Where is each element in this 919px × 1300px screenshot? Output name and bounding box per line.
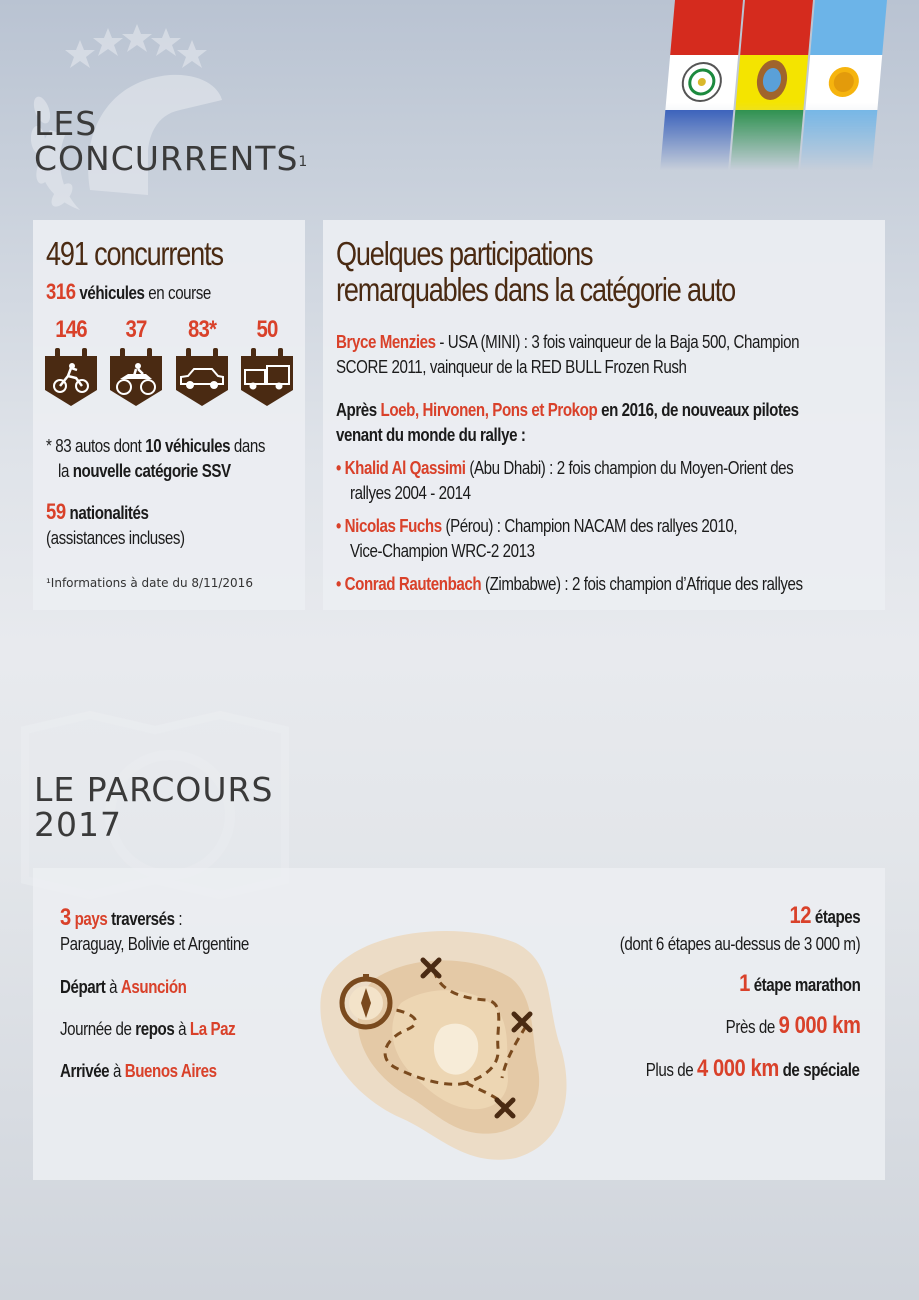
stages-label: étapes <box>810 907 860 927</box>
pilot-bullet: • <box>336 458 341 478</box>
special-suffix: de spéciale <box>779 1060 860 1080</box>
rest-a: à <box>174 1019 190 1039</box>
nationalities-line <box>46 500 148 525</box>
depart-city: Asunción <box>120 977 187 997</box>
menzies-line2: SCORE 2011, vainqueur de la RED BULL Frozen Rush <box>336 357 687 377</box>
section-title-concurrents <box>34 106 308 176</box>
arrival-city: Buenos Aires <box>124 1061 217 1081</box>
arrival-line <box>60 1059 217 1083</box>
rest-city: La Paz <box>189 1019 236 1039</box>
countries-line <box>60 906 182 931</box>
pilot-desc: (Pérou) : Champion NACAM des rallyes 2010, <box>441 516 738 536</box>
ssv-note-line1 <box>46 434 265 458</box>
countries-list: Paraguay, Bolivie et Argentine <box>60 934 249 954</box>
quad-icon <box>106 346 166 408</box>
marathon-label: étape marathon <box>749 975 860 995</box>
category-value-motorbike: 146 <box>55 316 87 343</box>
pilot-desc-line2: rallyes 2004 - 2014 <box>350 483 471 503</box>
pilot-item-rautenbach <box>336 572 803 596</box>
distance-line <box>725 1014 860 1039</box>
special-value: 4 000 km <box>697 1055 780 1082</box>
nationalities-count: 59 <box>46 499 66 524</box>
depart-a: à <box>105 977 121 997</box>
headline-concurrents: 491 concurrents <box>46 235 223 272</box>
countries-colon: : <box>174 909 183 929</box>
rest-line <box>60 1017 235 1041</box>
pilot-desc: (Zimbabwe) : 2 fois champion d’Afrique des rallyes <box>481 574 803 594</box>
pilot-item-fuchs <box>336 514 737 538</box>
title-line-1: LES <box>34 104 98 143</box>
panel-participations <box>323 220 885 610</box>
nationalities-note: (assistances incluses) <box>46 528 185 548</box>
flags-paraguay-bolivia-argentina <box>655 0 895 170</box>
headline-participations-line2: remarquables dans la catégorie auto <box>336 271 736 308</box>
depart-label: Départ <box>60 977 106 997</box>
pilot-name: Khalid Al Qassimi <box>344 458 466 478</box>
distance-value: 9 000 km <box>778 1012 860 1039</box>
intro-prefix: Après <box>336 400 381 420</box>
category-value-quad: 37 <box>125 316 147 343</box>
intro-line1 <box>336 398 799 422</box>
pilot-desc: (Abu Dhabi) : 2 fois champion du Moyen-Orient des <box>465 458 794 478</box>
countries-bold: traversés <box>107 909 175 929</box>
special-prefix: Plus de <box>646 1060 698 1080</box>
pilot-item-qassimi <box>336 456 793 480</box>
menzies-name: Bryce Menzies <box>336 332 436 352</box>
truck-icon <box>237 346 297 408</box>
intro-suffix: en 2016, de nouveaux pilotes <box>597 400 799 420</box>
intro-line2: venant du monde du rallye : <box>336 425 526 445</box>
pilot-bullet: • <box>336 516 341 536</box>
rest-prefix: Journée de <box>60 1019 136 1039</box>
pilot-name: Conrad Rautenbach <box>344 574 482 594</box>
special-line <box>646 1057 860 1082</box>
vehicles-rest: en course <box>144 283 211 303</box>
headline-participations-line1: Quelques participations <box>336 235 593 272</box>
section-title-parcours <box>34 772 273 842</box>
menzies-desc1: - USA (MINI) : 3 fois vainqueur de la Baja 500, Champion <box>435 332 800 352</box>
footnote-date: ¹Informations à date du 8/11/2016 <box>46 576 253 590</box>
stages-note: (dont 6 étapes au-dessus de 3 000 m) <box>619 934 860 954</box>
marathon-line <box>739 972 860 997</box>
marathon-num: 1 <box>738 970 750 997</box>
svg-text:N: N <box>166 749 175 763</box>
intro-names: Loeb, Hirvonen, Pons et Prokop <box>380 400 598 420</box>
panel-parcours <box>33 868 885 1180</box>
ssv-note-bold1: 10 véhicules <box>145 436 231 456</box>
parcours-title-line-2: 2017 <box>34 805 122 844</box>
vehicles-line <box>46 280 211 305</box>
title-line-2: CONCURRENTS <box>34 139 299 178</box>
ssv-note-prefix: * 83 autos dont <box>46 436 146 456</box>
distance-prefix: Près de <box>725 1017 779 1037</box>
vehicles-label: véhicules <box>79 283 145 303</box>
pilot-bullet: • <box>336 574 341 594</box>
nationalities-label: nationalités <box>65 503 149 523</box>
title-footnote-marker: 1 <box>298 154 309 170</box>
vehicles-count: 316 <box>46 279 76 304</box>
motorbike-icon <box>41 346 101 408</box>
countries-num: 3 <box>60 904 71 931</box>
stages-line <box>789 904 860 929</box>
route-map-illustration <box>316 918 576 1163</box>
arrival-a: à <box>109 1061 125 1081</box>
ssv-note-bold2: nouvelle catégorie SSV <box>72 461 231 481</box>
car-icon <box>172 346 232 408</box>
ssv-note-line2 <box>58 459 231 483</box>
ssv-note-mid: dans <box>230 436 266 456</box>
panel-concurrents-summary <box>33 220 305 610</box>
ssv-note-line2-prefix: la <box>58 461 73 481</box>
pilot-desc-line2: Vice-Champion WRC-2 2013 <box>350 541 535 561</box>
parcours-title-line-1: LE PARCOURS <box>34 770 274 809</box>
pilot-name: Nicolas Fuchs <box>344 516 442 536</box>
stages-num: 12 <box>789 902 811 929</box>
rest-bold: repos <box>135 1019 175 1039</box>
menzies-line1 <box>336 330 799 354</box>
category-value-car: 83* <box>187 316 217 343</box>
depart-line <box>60 975 186 999</box>
arrival-label: Arrivée <box>60 1061 110 1081</box>
category-value-truck: 50 <box>256 316 278 343</box>
countries-word: pays <box>70 909 108 929</box>
